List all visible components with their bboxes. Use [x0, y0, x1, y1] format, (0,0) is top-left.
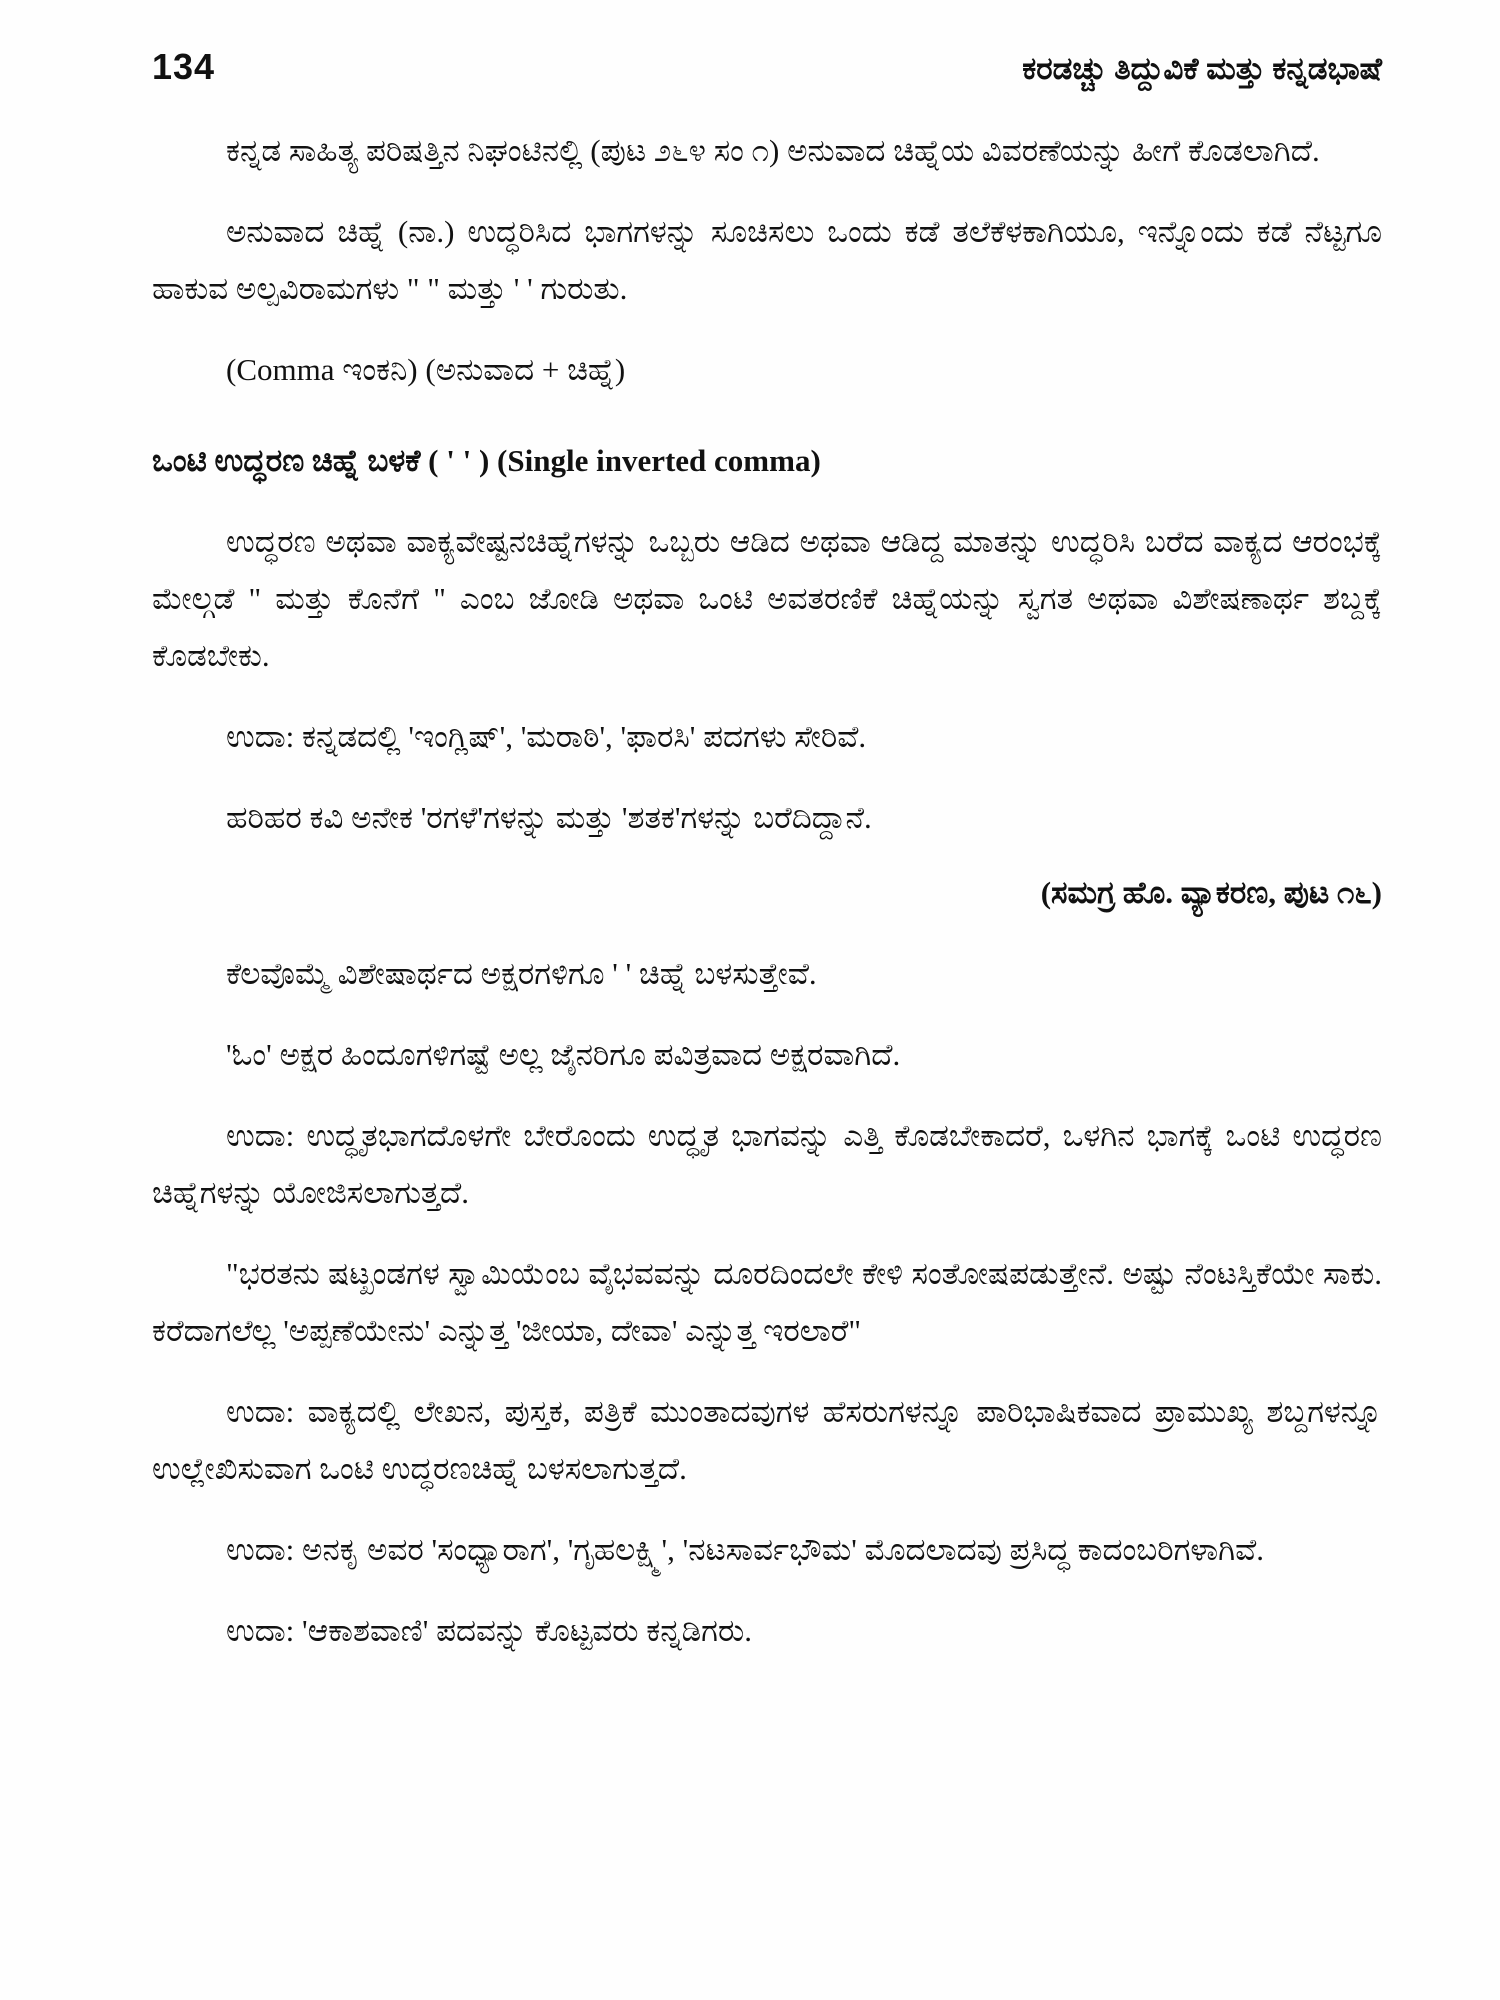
quote-block: "ಭರತನು ಷಟ್ಖಂಡಗಳ ಸ್ವಾಮಿಯೆಂಬ ವೈಭವವನ್ನು ದೂರದಿಂದಲೇ ಕೇಳಿ ಸಂತೋಷಪಡುತ್ತೇನೆ. ಅಷ್ಟು ನೆಂಟಸ್ತಿಕೆಯೇ ಸಾಕು. ಕರೆದಾಗಲೆಲ್ಲ 'ಅಪ್ಪಣೆಯೇನು' ಎನ್ನುತ್ತ 'ಜೀಯಾ, ದೇವಾ' ಎನ್ನುತ್ತ ಇರಲಾರೆ" — [152, 1256, 1382, 1348]
intro-paragraph: ಕನ್ನಡ ಸಾಹಿತ್ಯ ಪರಿಷತ್ತಿನ ನಿಘಂಟಿನಲ್ಲಿ (ಪುಟ ೨೬೪ ಸಂ ೧) ಅನುವಾದ ಚಿಹ್ನೆಯ ವಿವರಣೆಯನ್ನು ಹೀಗೆ ಕೊಡಲಾಗಿದೆ. — [226, 133, 1320, 168]
example-paragraph-nested: ಉದಾ: ಉದ್ಧೃತಭಾಗದೊಳಗೇ ಬೇರೊಂದು ಉದ್ಧೃತ ಭಾಗವನ್ನು ಎತ್ತಿ ಕೊಡಬೇಕಾದರೆ, ಒಳಗಿನ ಭಾಗಕ್ಕೆ ಒಂಟಿ ಉದ್ಧರಣ ಚಿಹ್ನೆಗಳನ್ನು ಯೋಜಿಸಲಾಗುತ್ತದೆ. — [152, 1118, 1382, 1210]
definition-paragraph: ಅನುವಾದ ಚಿಹ್ನೆ (ನಾ.) ಉದ್ಧರಿಸಿದ ಭಾಗಗಳನ್ನು ಸೂಚಿಸಲು ಒಂದು ಕಡೆ ತಲೆಕೆಳಕಾಗಿಯೂ, ಇನ್ನೊಂದು ಕಡೆ ನೆಟ್ಟಗೂ ಹಾಕುವ ಅಲ್ಪವಿರಾಮಗಳು " " ಮತ್ತು ' ' ಗುರುತು. — [152, 214, 1382, 306]
page-body — [152, 122, 1382, 1659]
example-paragraph-words: ಉದಾ: ಕನ್ನಡದಲ್ಲಿ 'ಇಂಗ್ಲಿಷ್', 'ಮರಾಠಿ', 'ಫಾರಸಿ' ಪದಗಳು ಸೇರಿವೆ. — [226, 719, 867, 754]
example-paragraph-akashavani: ಉದಾ: 'ಆಕಾಶವಾಣಿ' ಪದವನ್ನು ಕೊಟ್ಟವರು ಕನ್ನಡಿಗರು. — [226, 1613, 752, 1648]
page-number: 134 — [152, 46, 216, 87]
example-paragraph-harihara: ಹರಿಹರ ಕವಿ ಅನೇಕ 'ರಗಳೆ'ಗಳನ್ನು ಮತ್ತು 'ಶತಕ'ಗಳನ್ನು ಬರೆದಿದ್ದಾನೆ. — [226, 800, 872, 835]
example-paragraph-novels: ಉದಾ: ಅನಕೃ ಅವರ 'ಸಂಧ್ಯಾರಾಗ', 'ಗೃಹಲಕ್ಷ್ಮಿ', 'ನಟಸಾರ್ವಭೌಮ' ಮೊದಲಾದವು ಪ್ರಸಿದ್ಧ ಕಾದಂಬರಿಗಳಾಗಿವೆ. — [226, 1532, 1264, 1567]
citation: (ಸಮಗ್ರ ಹೊ. ವ್ಯಾಕರಣ, ಪುಟ ೧೬) — [1040, 875, 1382, 910]
note-paragraph: ಕೆಲವೊಮ್ಮೆ ವಿಶೇಷಾರ್ಥದ ಅಕ್ಷರಗಳಿಗೂ ' ' ಚಿಹ್ನೆ ಬಳಸುತ್ತೇವೆ. — [226, 956, 817, 991]
section-heading: ಒಂಟಿ ಉದ್ಧರಣ ಚಿಹ್ನೆ ಬಳಕೆ ( ' ' ) (Single inverted comma) — [152, 443, 821, 478]
running-title: ಕರಡಚ್ಚು ತಿದ್ದುವಿಕೆ ಮತ್ತು ಕನ್ನಡಭಾಷೆ — [1022, 51, 1382, 86]
rule-paragraph: ಉದ್ಧರಣ ಅಥವಾ ವಾಕ್ಯವೇಷ್ಟನಚಿಹ್ನೆಗಳನ್ನು ಒಬ್ಬರು ಆಡಿದ ಅಥವಾ ಆಡಿದ್ದ ಮಾತನ್ನು ಉದ್ಧರಿಸಿ ಬರೆದ ವಾಕ್ಯದ ಆರಂಭಕ್ಕೆ ಮೇಲ್ಗಡೆ " ಮತ್ತು ಕೊನೆಗೆ " ಎಂಬ ಜೋಡಿ ಅಥವಾ ಒಂಟಿ ಅವತರಣಿಕೆ ಚಿಹ್ನೆಯನ್ನು ಸ್ವಗತ ಅಥವಾ ವಿಶೇಷಣಾರ್ಥ ಶಬ್ದಕ್ಕೆ ಕೊಡಬೇಕು. — [152, 524, 1382, 673]
example-paragraph-titles: ಉದಾ: ವಾಕ್ಯದಲ್ಲಿ ಲೇಖನ, ಪುಸ್ತಕ, ಪತ್ರಿಕೆ ಮುಂತಾದವುಗಳ ಹೆಸರುಗಳನ್ನೂ ಪಾರಿಭಾಷಿಕವಾದ ಪ್ರಾಮುಖ್ಯ ಶಬ್ದಗಳನ್ನೂ ಉಲ್ಲೇಖಿಸುವಾಗ ಒಂಟಿ ಉದ್ಧರಣಚಿಹ್ನೆ ಬಳಸಲಾಗುತ್ತದೆ. — [152, 1394, 1382, 1486]
om-paragraph: 'ಓಂ' ಅಕ್ಷರ ಹಿಂದೂಗಳಿಗಷ್ಟೆ ಅಲ್ಲ ಜೈನರಿಗೂ ಪವಿತ್ರವಾದ ಅಕ್ಷರವಾಗಿದೆ. — [226, 1037, 901, 1072]
page-header — [152, 46, 1382, 88]
etymology-line: (Comma ಇಂಕನಿ) (ಅನುವಾದ + ಚಿಹ್ನೆ) — [226, 352, 626, 387]
